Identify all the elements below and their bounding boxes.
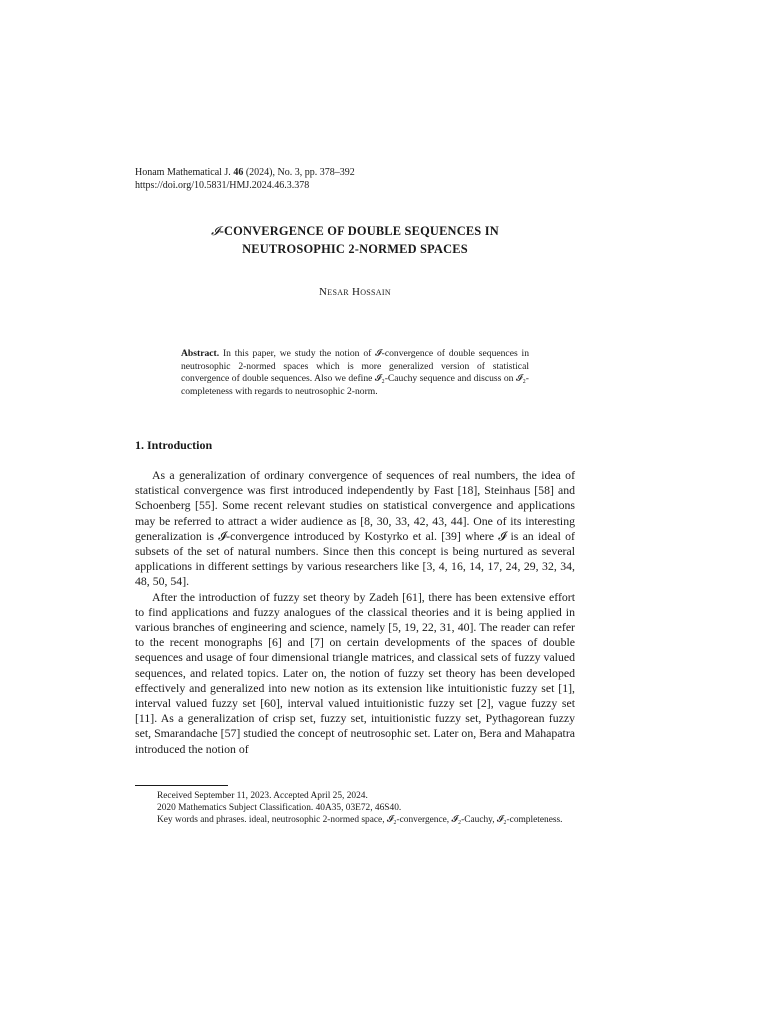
footnote-divider: [135, 785, 228, 786]
footnote-classification: 2020 Mathematics Subject Classification. 40A35, 03E72, 46S40.: [157, 802, 402, 813]
footnote-received: Received September 11, 2023. Accepted April 25, 2024.: [157, 791, 368, 801]
footnotes: [135, 791, 575, 826]
title-line-1: [135, 222, 575, 240]
footnote-keywords: Key words and phrases. ideal, neutrosophic 2-normed space, 𝓘₂-convergence, 𝓘₂-Cauchy, 𝓘₂-completeness.: [157, 814, 563, 825]
section-heading: 1. Introduction: [135, 438, 213, 452]
abstract-text: In this paper, we study the notion of 𝓘-convergence of double sequences in neutrosophic 2-normed spaces which is more generalized version of statistical convergence of double sequences. Also we define 𝓘₂-Cauchy sequence and discuss on 𝓘₂-completeness with regards to neutrosophic 2-norm.: [181, 348, 529, 398]
author-name: Nesar Hossain: [319, 286, 391, 298]
title-line-2: NEUTROSOPHIC 2-NORMED SPACES: [242, 242, 468, 256]
journal-citation: [135, 166, 575, 179]
paragraph: As a generalization of ordinary convergence of sequences of real numbers, the idea of statistical convergence was first introduced independently by Fast [18], Steinhaus [58] and Schoenberg [55]. Some recent relevant studies on statistical convergence and applications may be referred to attract a wider audience as [8, 30, 33, 42, 43, 44]. One of its interesting generalization is 𝓘-convergence introduced by Kostyrko et al. [39] where 𝓘 is an ideal of subsets of the set of natural numbers. Since then this concept is being nurtured as several applications in different settings by various researchers like [3, 4, 16, 14, 17, 24, 29, 32, 34, 48, 50, 54].: [135, 468, 575, 589]
abstract-label: Abstract.: [181, 348, 220, 359]
abstract: [181, 348, 529, 399]
doi-link[interactable]: https://doi.org/10.5831/HMJ.2024.46.3.378: [135, 180, 310, 191]
paper-title: [135, 222, 575, 258]
journal-name: Honam Mathematical J.: [135, 167, 231, 178]
journal-volume: 46: [233, 167, 244, 178]
title-line-1-text: -CONVERGENCE OF DOUBLE SEQUENCES IN: [219, 224, 499, 238]
journal-issue-pages: (2024), No. 3, pp. 378–392: [245, 167, 355, 178]
body-text: [135, 468, 575, 757]
journal-header: [135, 166, 575, 192]
paragraph: After the introduction of fuzzy set theory by Zadeh [61], there has been extensive effort to find applications and fuzzy analogues of the classical theories and it is being applied in various branches of engineering and science, namely [5, 19, 22, 31, 40]. The reader can refer to the recent monographs [6] and [7] on certain developments of the spaces of double sequences and usage of four dimensional triangle matrices, and classical sets of fuzzy valued sequences, and related topics. Later on, the notion of fuzzy set theory has been developed effectively and generalized into new notion as its extension like intuitionistic fuzzy set [1], interval valued fuzzy set [60], interval valued intuitionistic fuzzy set [2], vague fuzzy set [11]. As a generalization of crisp set, fuzzy set, intuitionistic fuzzy set, Pythagorean fuzzy set, Smarandache [57] studied the concept of neutrosophic set. Later on, Bera and Mahapatra introduced the notion of: [135, 589, 575, 756]
ideal-symbol: 𝓘: [211, 223, 220, 238]
